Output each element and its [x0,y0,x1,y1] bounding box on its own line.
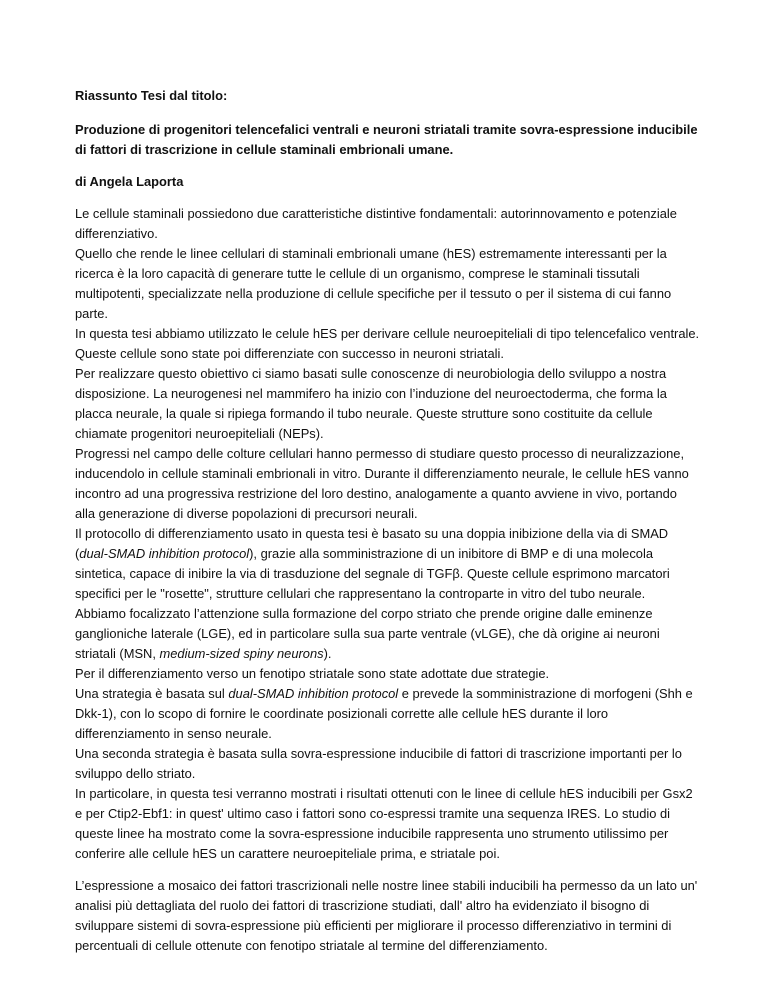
body-section-1 [75,204,700,864]
paragraph-3: In questa tesi abbiamo utilizzato le celule hES per derivare cellule neuroepiteliali di tipo telencefalico ventrale. Queste cellule sono state poi differenziate con successo in neuroni striatali. [75,326,700,361]
italic-term: medium-sized spiny neurons [159,646,324,661]
author-line: di Angela Laporta [75,174,184,189]
paragraph-1: Le cellule staminali possiedono due caratteristiche distintive fondamentali: autorinnovamento e potenziale differenziativo. [75,206,677,241]
paragraph-10: Una seconda strategia è basata sulla sovra-espressione inducibile di fattori di trascrizione importanti per lo sviluppo dello striato. [75,746,682,781]
summary-heading: Riassunto Tesi dal titolo: [75,88,228,103]
text-span: e prevede la somministrazione di morfogeni (Shh e Dkk-1), con lo scopo di fornire le coordinate posizionali corrette alle cellule hES durante il loro differenziamento in senso neurale. [75,686,693,741]
paragraph-4: Per realizzare questo obiettivo ci siamo basati sulle conoscenze di neurobiologia dello sviluppo a nostra disposizione. La neurogenesi nel mammifero ha inizio con l’induzione del neuroectoderma, che forma la placca neurale, la quale si ripiega formando il tubo neurale. Queste strutture sono costituite da cellule chiamate progenitori neuroepiteliali (NEPs). [75,366,667,441]
paragraph-6 [75,524,700,604]
text-span: Una strategia è basata sul [75,686,229,701]
text-span: ), grazie alla somministrazione di un inibitore di BMP e di una molecola sintetica, capace di inibire la via di trasduzione del segnale di TGFβ. Queste cellule esprimono marcatori specifici per le "rosette", strutture cellulari che rappresentano la controparte in vitro del tubo neurale. [75,546,670,601]
paragraph-7 [75,604,700,664]
paragraph-12: L’espressione a mosaico dei fattori trascrizionali nelle nostre linee stabili inducibili ha permesso da un lato un' analisi più dettagliata del ruolo dei fattori di trascrizione studiati, dall' altro ha evidenziato il bisogno di sviluppare sistemi di sovra-espressione più efficienti per migliorare il processo differenziativo in termini di percentuali di cellule ottenute con fenotipo striatale al termine del differenziamento. [75,878,698,953]
italic-term: dual-SMAD inhibition protocol [228,686,399,701]
paragraph-8: Per il differenziamento verso un fenotipo striatale sono state adottate due strategie. [75,666,550,681]
paragraph-2: Quello che rende le linee cellulari di staminali embrionali umane (hES) estremamente interessanti per la ricerca è la loro capacità di generare tutte le cellule di un organismo, comprese le staminali tissutali multipotenti, specializzate nella produzione di cellule specifiche per il tessuto o per il sistema di cui fanno parte. [75,246,672,321]
italic-term: dual-SMAD inhibition protocol [79,546,250,561]
text-span: Abbiamo focalizzato l’attenzione sulla formazione del corpo striato che prende origine dalle eminenze ganglioniche laterale (LGE), ed in particolare sulla sua parte ventrale (vLGE), che dà origine ai neuroni striatali (MSN, [75,606,660,661]
text-span: ). [323,646,332,661]
text-span: Il protocollo di differenziamento usato in questa tesi è basato su una doppia inibizione della via di SMAD ( [75,526,669,561]
paragraph-11: In particolare, in questa tesi verranno mostrati i risultati ottenuti con le linee di cellule hES inducibili per Gsx2 e per Ctip2-Ebf1: in quest' ultimo caso i fattori sono co-espressi tramite una sequenza IRES. Lo studio di queste linee ha mostrato come la sovra-espressione inducibile rappresenta uno strumento utilissimo per conferire alle cellule hES un carattere neuroepiteliale prima, e striatale poi. [75,786,693,861]
thesis-title: Produzione di progenitori telencefalici ventrali e neuroni striatali tramite sovra-espressione inducibile di fattori di trascrizione in cellule staminali embrionali umane. [75,122,698,157]
paragraph-9 [75,684,700,744]
paragraph-5: Progressi nel campo delle colture cellulari hanno permesso di studiare questo processo di neuralizzazione, inducendolo in cellule staminali embrionali in vitro. Durante il differenziamento neurale, le cellule hES vanno incontro ad una progressiva restrizione del loro destino, analogamente a quanto avviene in vivo, portando alla generazione di diverse popolazioni di precursori neurali. [75,446,689,521]
